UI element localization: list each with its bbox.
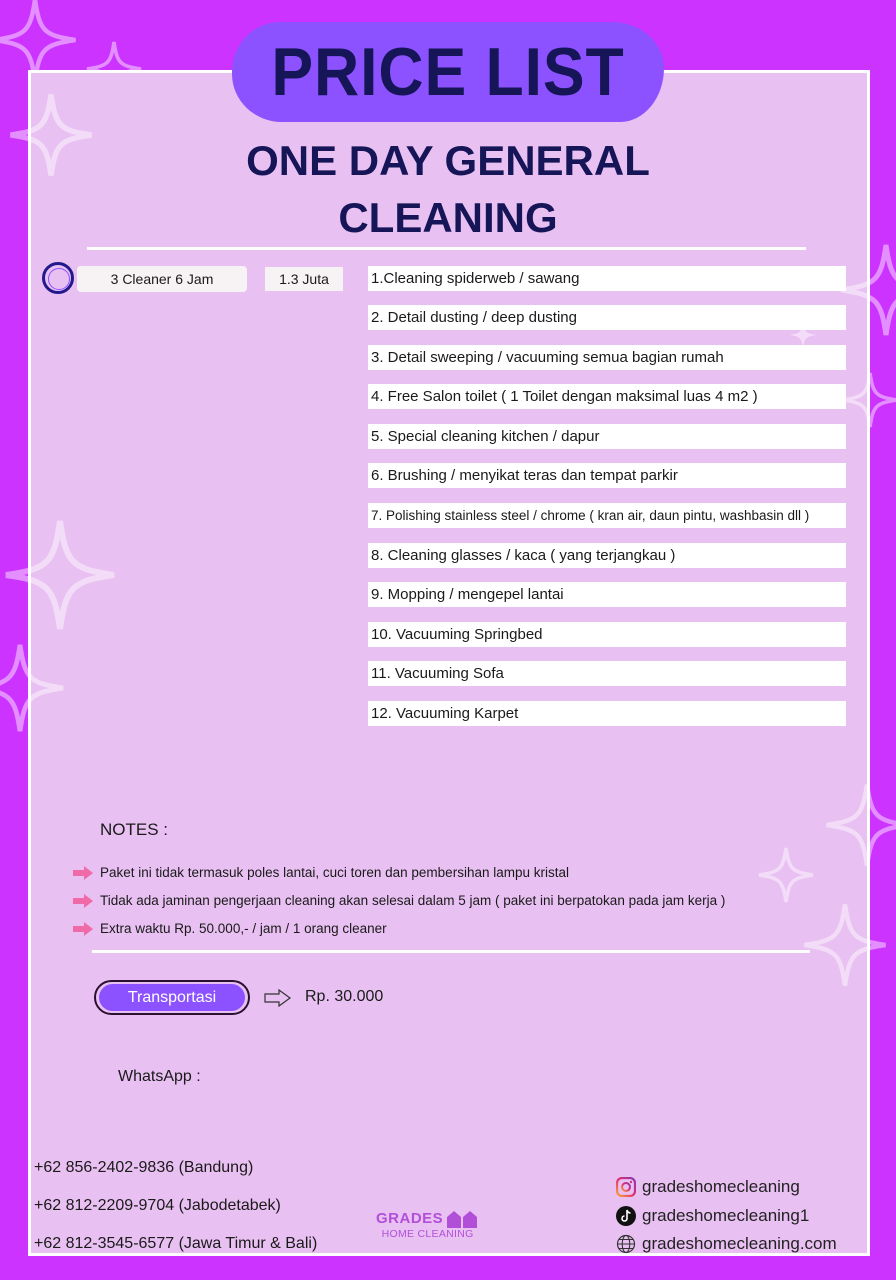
service-item: 4. Free Salon toilet ( 1 Toilet dengan maksimal luas 4 m2 ) [368,384,846,409]
service-item: 2. Detail dusting / deep dusting [368,305,846,330]
sparkle-icon [822,770,896,880]
note-item [72,865,569,880]
service-item: 7. Polishing stainless steel / chrome ( kran air, daun pintu, washbasin dll ) [368,503,846,528]
sparkle-icon [0,512,120,638]
house-icon [445,1208,479,1228]
package-name: 3 Cleaner 6 Jam [77,266,247,292]
tiktok-icon [616,1206,636,1226]
logo-text: GRADES [376,1209,444,1227]
transport-label: Transportasi [99,984,245,1011]
website-link[interactable] [616,1234,837,1254]
phone-number[interactable]: +62 856-2402-9836 (Bandung) [34,1159,254,1176]
arrow-right-outline-icon [264,989,292,1007]
radio-circle-icon [42,262,74,294]
package-price: 1.3 Juta [265,267,343,291]
note-text: Paket ini tidak termasuk poles lantai, cuci toren dan pembersihan lampu kristal [100,865,569,880]
phone-number[interactable]: +62 812-3545-6577 (Jawa Timur & Bali) [34,1235,318,1252]
service-item: 1.Cleaning spiderweb / sawang [368,266,846,291]
note-item [72,921,387,936]
service-item: 10. Vacuuming Springbed [368,622,846,647]
sparkle-icon [800,895,890,995]
instagram-icon [616,1177,636,1197]
tiktok-handle: gradeshomecleaning1 [642,1206,810,1225]
note-text: Extra waktu Rp. 50.000,- / jam / 1 orang cleaner [100,921,387,936]
service-item: 9. Mopping / mengepel lantai [368,582,846,607]
brand-logo [376,1208,479,1241]
sparkle-icon [0,640,70,736]
whatsapp-label: WhatsApp : [118,1068,201,1085]
phone-number[interactable]: +62 812-2209-9704 (Jabodetabek) [34,1197,281,1214]
notes-title: NOTES : [100,820,169,839]
instagram-link[interactable] [616,1177,800,1197]
title-badge [232,22,664,122]
note-item [72,893,725,908]
arrow-right-icon [72,866,94,880]
service-item: 6. Brushing / menyikat teras dan tempat parkir [368,463,846,488]
logo-subtext: HOME CLEANING [381,1228,474,1240]
note-text: Tidak ada jaminan pengerjaan cleaning akan selesai dalam 5 jam ( paket ini berpatokan pada jam kerja ) [100,893,726,908]
divider [92,950,810,953]
tiktok-link[interactable] [616,1206,809,1226]
transport-badge [94,980,250,1015]
subtitle-line-2: CLEANING [338,194,558,241]
arrow-right-icon [72,922,94,936]
instagram-handle: gradeshomecleaning [642,1177,800,1196]
page-title: PRICE LIST [271,34,625,110]
website-url: gradeshomecleaning.com [642,1234,837,1253]
service-item: 12. Vacuuming Karpet [368,701,846,726]
service-item: 8. Cleaning glasses / kaca ( yang terjangkau ) [368,543,846,568]
transport-price: Rp. 30.000 [305,988,384,1005]
service-item: 3. Detail sweeping / vacuuming semua bagian rumah [368,345,846,370]
arrow-right-icon [72,894,94,908]
service-item: 11. Vacuuming Sofa [368,661,846,686]
divider [87,247,806,250]
service-item: 5. Special cleaning kitchen / dapur [368,424,846,449]
sparkle-icon [840,355,896,445]
globe-icon [616,1234,636,1254]
subtitle-line-1: ONE DAY GENERAL [246,137,650,184]
